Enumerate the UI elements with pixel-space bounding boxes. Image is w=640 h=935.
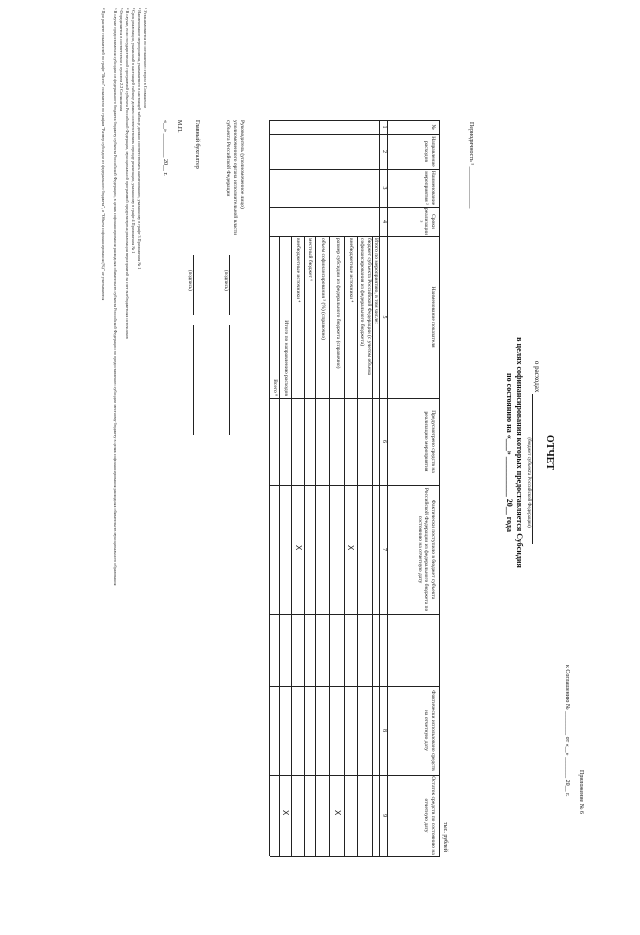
subtitle-line-2: в целях софинансирования которых предоставляется Субсидия [515, 337, 524, 568]
head-signature-label: Руководитель (уполномоченное лицо) уполномоченного органа исполнительной власти субъекта Российской Федерации [225, 120, 245, 236]
row-label-federal-subsidy: размер субсидии из федерального бюджета (справочно) [335, 238, 341, 369]
signature-date: «__» ________ 20__ г. [162, 120, 168, 176]
appendix-label: Приложение № 6 [578, 770, 584, 814]
accountant-signature-line [193, 255, 194, 315]
col-number-7: 7 [381, 548, 387, 551]
footnote-4: ⁴ В случае, если государственной программой субъекта Российской Федерации, муниципальной программой предусмотрена реализация мероприятий за счет внебюджетных источников [125, 8, 130, 339]
col-number-1: 1 [381, 125, 387, 129]
subtitle-hint: (бюджет субъекта Российской Федерации) [526, 437, 531, 528]
x-mark: X [294, 545, 303, 551]
row-label-extrabudget-1: внебюджетные источники ⁴ [348, 238, 354, 303]
row-label-total-direction: Итого по направлению расходов [283, 320, 289, 396]
col-number-2: 2 [381, 150, 387, 153]
footnote-5: ⁵ Определяется в соответствии с пунктом 2.2 Соглашения [119, 8, 124, 112]
accountant-label: Главный бухгалтер [194, 120, 200, 169]
col-number-3: 3 [381, 186, 387, 190]
col-number-4: 4 [381, 220, 387, 223]
x-mark: X [281, 810, 290, 816]
footnote-1: ¹ Устанавливается по соглашению сторон в Соглашении [143, 8, 148, 108]
row-label-extrabudget-2: внебюджетные источники ⁴ [295, 238, 301, 303]
col-number-5: 5 [381, 315, 387, 319]
col-header-7: Фактически поступило в бюджет субъекта Российской Федерации из федерального бюджета по состоянию на отчетную дату [417, 487, 436, 612]
head-name-line [229, 325, 230, 435]
accountant-signature-hint: (подпись) [187, 270, 192, 291]
head-signature-line [229, 255, 230, 315]
row-label-cofinancing: объем софинансирования ⁵ (%) (справочно) [320, 238, 326, 340]
col-number-6: 6 [381, 440, 387, 443]
footnote-6: ⁶ В случае предоставления субсидии из федерального бюджета бюджету субъекта Российской Федерации, в целях софинансирования расходных обязательств субъекта Российской Федерации по предоставлению субсидии местному бюджету в целях софинансирования расходных обязательств муниципального образования [113, 8, 118, 586]
report-table [270, 120, 440, 856]
footnote-2: ² Наименование мероприятия, указываемого в настоящей таблице должно соответствовать наименованию, указанному в графе 3 Приложения № 1 [137, 8, 142, 270]
agreement-reference: к Соглашению № ________ от «__» _______ 20__ г. [564, 665, 570, 797]
col-header-4: Сроки реализации ³ [417, 208, 436, 235]
col-header-5: Наименование показателя [430, 286, 436, 348]
col-number-9: 9 [381, 814, 387, 817]
col-header-2: Направление расходов [423, 136, 436, 167]
row-label-regional-budget: бюджет субъекта Российской Федерации (с учетом объема софинансирования из федерального бюджета) [359, 238, 372, 376]
col-header-9: Остаток средств по состоянию на отчетную дату [423, 776, 436, 855]
document-title: ОТЧЕТ [544, 434, 555, 471]
stamp-label: М.П. [176, 120, 182, 133]
accountant-name-line [193, 325, 194, 435]
footnote-8: ⁸ При расчете показателей по графе "Всего" показатели по графам "Размер субсидии из федерального бюджета", и "Объем софинансирования (%)" не учитываются [101, 8, 106, 301]
row-label-local-budget: местный бюджет ⁶ [307, 238, 313, 282]
col-header-1: № [430, 124, 436, 130]
col-header-8: Фактически использовано средств на отчетную дату [423, 690, 436, 771]
footnote-3: ³ Срок реализации, указанный в настоящей таблице должен соответствовать периоду реализации, указанному в графе 4 Приложения № 1 [131, 8, 136, 254]
row-label-total-measure: Итого по мероприятию, в том числе: [373, 238, 379, 324]
x-mark: X [333, 810, 342, 816]
col-header-6: Предусмотрено средств на реализацию мероприятия [423, 410, 436, 473]
col-header-3: Наименование мероприятия ² [423, 170, 436, 206]
col-number-8: 8 [381, 729, 387, 732]
subtitle-line-3: по состоянию на «___» __________ 20__ года [505, 373, 514, 532]
row-label-grand-total: Всего ⁸ [272, 379, 278, 396]
units-label: тыс. рублей [442, 822, 448, 852]
subtitle-line-1: о расходах [532, 0, 541, 905]
head-signature-hint: (подпись) [223, 270, 228, 291]
periodicity: Периодичность ¹ ______________ [468, 122, 474, 209]
x-mark: X [346, 545, 355, 551]
